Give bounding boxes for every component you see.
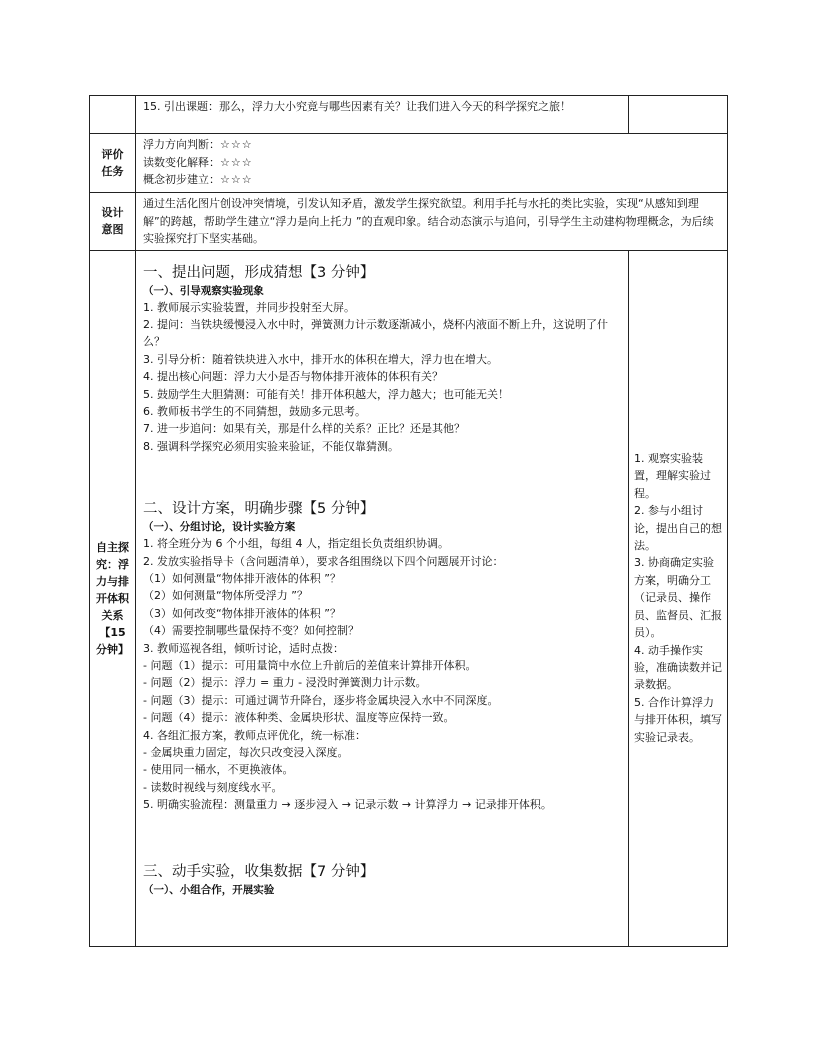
section-2-line: - 金属块重力固定，每次只改变浸入深度。 [143, 746, 349, 760]
lesson-plan-table [89, 95, 728, 947]
intro-cell [136, 96, 629, 134]
section-1-line: 2. 提问：当铁块缓慢浸入水中时，弹簧测力计示数逐渐减小，烧杯内液面不断上升，这说明了什么？ [143, 317, 608, 349]
intro-label-cell [90, 96, 136, 134]
section-3-title: 三、动手实验，收集数据【7 分钟】 [143, 863, 375, 880]
section-2-line: 4. 各组汇报方案，教师点评优化，统一标准： [143, 728, 366, 742]
design-cell [136, 193, 728, 251]
section-2-line: - 使用同一桶水，不更换液体。 [143, 763, 294, 777]
eval-item: 读数变化解释：☆☆☆ [143, 155, 253, 169]
design-label: 设计意图 [90, 193, 136, 251]
section-2-line: 3. 教师巡视各组，倾听讨论，适时点拨： [143, 641, 344, 655]
section-1-line: 4. 提出核心问题：浮力大小是否与物体排开液体的体积有关？ [143, 370, 443, 384]
eval-cell [136, 134, 728, 193]
section-2-line: 1. 将全班分为 6 个小组，每组 4 人，指定组长负责组织协调。 [143, 537, 449, 551]
section-1-line: 1. 教师展示实验装置，并同步投射至大屏。 [143, 300, 355, 314]
inquiry-content-cell [136, 250, 629, 946]
section-2-subtitle: （一）、分组讨论，设计实验方案 [143, 521, 296, 534]
section-2-line: （2）如何测量“物体所受浮力 ”？ [143, 589, 308, 603]
student-activity-item: 1. 观察实验装置，理解实验过程。 [634, 452, 711, 500]
section-2-line: - 读数时视线与刻度线水平。 [143, 780, 283, 794]
star-rating: ☆☆☆ [220, 173, 253, 186]
section-2-line: - 问题（2）提示：浮力 = 重力 - 浸没时弹簧测力计示数。 [143, 676, 427, 690]
spacer [143, 455, 622, 499]
inquiry-row [90, 250, 728, 946]
intro-text: 15. 引出课题：那么，浮力大小究竟与哪些因素有关？让我们进入今天的科学探究之旅！ [143, 100, 571, 113]
eval-item: 概念初步建立：☆☆☆ [143, 173, 253, 186]
section-1-line: 8. 强调科学探究必须用实验来验证，不能仅靠猜测。 [143, 439, 399, 453]
eval-row [90, 134, 728, 193]
section-1-line: 5. 鼓励学生大胆猜测：可能有关！排开体积越大，浮力越大；也可能无关！ [143, 387, 509, 401]
star-rating: ☆☆☆ [220, 138, 253, 151]
section-2-line: （1）如何测量“物体排开液体的体积 ”？ [143, 571, 341, 585]
section-2-line: - 问题（1）提示：可用量筒中水位上升前后的差值来计算排开体积。 [143, 659, 477, 672]
section-1-line: 6. 教师板书学生的不同猜想，鼓励多元思考。 [143, 404, 366, 418]
student-activity-item: 5. 合作计算浮力与排开体积，填写实验记录表。 [634, 695, 722, 744]
section-2-line: 2. 发放实验指导卡（含问题清单），要求各组围绕以下四个问题展开讨论： [143, 554, 504, 568]
student-activity-cell [629, 250, 728, 946]
eval-item: 浮力方向判断：☆☆☆ [143, 138, 253, 151]
section-1-subtitle: （一）、引导观察实验现象 [143, 284, 264, 297]
intro-notes-cell [629, 96, 728, 134]
eval-label: 评价任务 [90, 134, 136, 193]
design-row [90, 193, 728, 251]
student-activity-item: 4. 动手操作实验，准确读数并记录数据。 [634, 643, 722, 692]
section-2-line: - 问题（3）提示：可通过调节升降台，逐步将金属块浸入水中不同深度。 [143, 693, 499, 707]
section-2-line: - 问题（4）提示：液体种类、金属块形状、温度等应保持一致。 [143, 711, 455, 725]
spacer [143, 814, 622, 862]
design-text: 通过生活化图片创设冲突情境，引发认知矛盾，激发学生探究欲望。利用手托与水托的类比实验，实现“从感知到理解”的跨越，帮助学生建立“浮力是向上托力 ”的直观印象。结合动态演示与追问，引导学生主动建构物理概念，为后续实验探究打下坚实基础。 [143, 197, 714, 245]
section-2-line: （4）需要控制哪些量保持不变？如何控制？ [143, 624, 359, 638]
intro-row [90, 96, 728, 134]
section-2-line: （3）如何改变“物体排开液体的体积 ”？ [143, 606, 341, 620]
student-activity-item: 3. 协商确定实验方案，明确分工（记录员、操作员、监督员、汇报员）。 [634, 556, 722, 640]
student-activity-item: 2. 参与小组讨论，提出自己的想法。 [634, 504, 722, 553]
section-1-line: 7. 进一步追问：如果有关，那是什么样的关系？正比？还是其他？ [143, 422, 465, 436]
section-1-title: 一、提出问题，形成猜想【3 分钟】 [143, 264, 375, 281]
section-1-line: 3. 引导分析：随着铁块进入水中，排开水的体积在增大，浮力也在增大。 [143, 352, 498, 366]
inquiry-label: 自主探究：浮力与排开体积关系【15分钟】 [90, 250, 136, 946]
star-rating: ☆☆☆ [220, 155, 253, 169]
section-2-line: 5. 明确实验流程：测量重力 → 逐步浸入 → 记录示数 → 计算浮力 → 记录排开体积。 [143, 798, 552, 812]
section-3-subtitle: （一）、小组合作，开展实验 [143, 883, 275, 896]
section-2-title: 二、设计方案，明确步骤【5 分钟】 [143, 501, 375, 518]
